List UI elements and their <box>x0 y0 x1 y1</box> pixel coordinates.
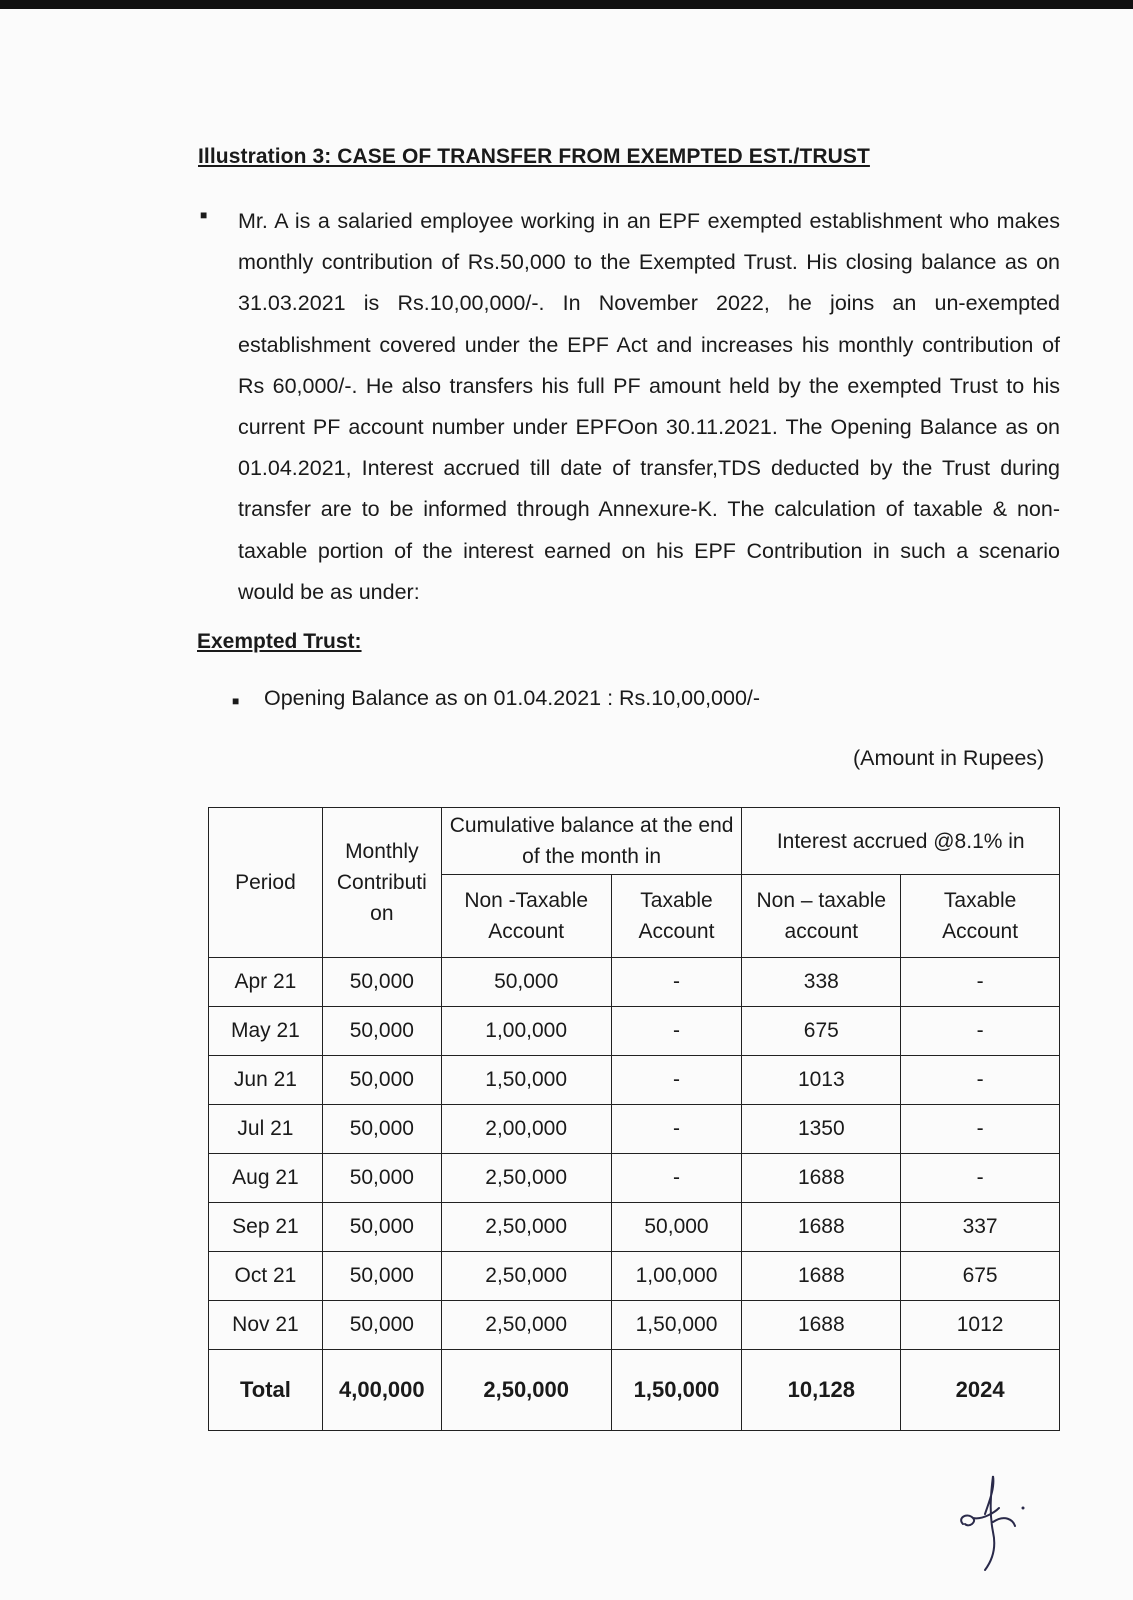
cell-period: Oct 21 <box>209 1252 323 1301</box>
cell-non-taxable-balance: 1,50,000 <box>441 1056 611 1105</box>
top-border <box>0 0 1133 9</box>
header-interest-accrued: Interest accrued @8.1% in <box>742 808 1060 875</box>
signature <box>955 1462 1035 1582</box>
cell-taxable-balance: 1,00,000 <box>611 1252 742 1301</box>
page-title: Illustration 3: CASE OF TRANSFER FROM EXEMPTED EST./TRUST <box>198 145 870 168</box>
total-row <box>209 1350 1060 1431</box>
table-row <box>209 1105 1060 1154</box>
cell-period: May 21 <box>209 1007 323 1056</box>
cell-non-taxable-interest: 338 <box>742 958 901 1007</box>
bullet-icon: ■ <box>200 208 208 222</box>
cell-non-taxable-balance: 1,00,000 <box>441 1007 611 1056</box>
cell-taxable-interest: 675 <box>901 1252 1060 1301</box>
header-monthly-contribution: Monthly Contributi on <box>322 808 441 958</box>
cell-monthly-contribution: 50,000 <box>322 1056 441 1105</box>
table-row <box>209 1056 1060 1105</box>
cell-period: Apr 21 <box>209 958 323 1007</box>
table-row <box>209 1301 1060 1350</box>
section-heading: Exempted Trust: <box>197 630 362 653</box>
cell-monthly-contribution: 50,000 <box>322 1105 441 1154</box>
cell-period: Sep 21 <box>209 1203 323 1252</box>
cell-non-taxable-balance: 2,50,000 <box>441 1252 611 1301</box>
bullet-icon: ■ <box>232 694 240 708</box>
header-period: Period <box>209 808 323 958</box>
cell-monthly-contribution: 50,000 <box>322 1007 441 1056</box>
total-non-taxable-interest: 10,128 <box>742 1350 901 1431</box>
cell-monthly-contribution: 50,000 <box>322 1154 441 1203</box>
total-monthly-contribution: 4,00,000 <box>322 1350 441 1431</box>
cell-taxable-balance: - <box>611 958 742 1007</box>
cell-non-taxable-interest: 675 <box>742 1007 901 1056</box>
cell-non-taxable-interest: 1688 <box>742 1252 901 1301</box>
cell-non-taxable-balance: 2,00,000 <box>441 1105 611 1154</box>
total-taxable-interest: 2024 <box>901 1350 1060 1431</box>
cell-period: Nov 21 <box>209 1301 323 1350</box>
total-period: Total <box>209 1350 323 1431</box>
table-row <box>209 1252 1060 1301</box>
header-non-taxable-interest: Non – taxable account <box>742 875 901 958</box>
cell-taxable-interest: - <box>901 1007 1060 1056</box>
cell-non-taxable-interest: 1013 <box>742 1056 901 1105</box>
table-row <box>209 1007 1060 1056</box>
cell-taxable-balance: - <box>611 1105 742 1154</box>
total-non-taxable-balance: 2,50,000 <box>441 1350 611 1431</box>
cell-taxable-interest: - <box>901 958 1060 1007</box>
intro-paragraph: Mr. A is a salaried employee working in an EPF exempted establishment who makes monthly contribution of Rs.50,000 to the Exempted Trust. His closing balance as on 31.03.2021 is Rs.10,00,000/-. In November 2022, he joins an un-exempted establishment covered under the EPF Act and increases his monthly contribution of Rs 60,000/-. He also transfers his full PF amount held by the exempted Trust to his current PF account number under EPFOon 30.11.2021. The Opening Balance as on 01.04.2021, Interest accrued till date of transfer,TDS deducted by the Trust during transfer are to be informed through Annexure-K. The calculation of taxable & non-taxable portion of the interest earned on his EPF Contribution in such a scenario would be as under: <box>238 209 1060 604</box>
cell-taxable-balance: - <box>611 1056 742 1105</box>
header-taxable-interest: Taxable Account <box>901 875 1060 958</box>
cell-taxable-balance: - <box>611 1154 742 1203</box>
header-taxable-account: Taxable Account <box>611 875 742 958</box>
cell-taxable-balance: 1,50,000 <box>611 1301 742 1350</box>
table-row <box>209 1154 1060 1203</box>
cell-non-taxable-balance: 2,50,000 <box>441 1203 611 1252</box>
cell-taxable-balance: - <box>611 1007 742 1056</box>
total-taxable-balance: 1,50,000 <box>611 1350 742 1431</box>
cell-monthly-contribution: 50,000 <box>322 1203 441 1252</box>
cell-taxable-interest: - <box>901 1105 1060 1154</box>
cell-monthly-contribution: 50,000 <box>322 1301 441 1350</box>
table-row <box>209 1203 1060 1252</box>
cell-taxable-interest: 1012 <box>901 1301 1060 1350</box>
cell-monthly-contribution: 50,000 <box>322 1252 441 1301</box>
header-cumulative-balance: Cumulative balance at the end of the month in <box>441 808 742 875</box>
cell-taxable-interest: - <box>901 1154 1060 1203</box>
cell-taxable-balance: 50,000 <box>611 1203 742 1252</box>
header-non-taxable-account: Non -Taxable Account <box>441 875 611 958</box>
interest-table <box>208 807 1060 1431</box>
cell-taxable-interest: - <box>901 1056 1060 1105</box>
amount-unit-note: (Amount in Rupees) <box>853 746 1045 770</box>
cell-non-taxable-interest: 1688 <box>742 1301 901 1350</box>
cell-period: Jul 21 <box>209 1105 323 1154</box>
cell-non-taxable-balance: 2,50,000 <box>441 1154 611 1203</box>
table-row <box>209 958 1060 1007</box>
cell-monthly-contribution: 50,000 <box>322 958 441 1007</box>
cell-taxable-interest: 337 <box>901 1203 1060 1252</box>
cell-non-taxable-interest: 1688 <box>742 1203 901 1252</box>
cell-period: Jun 21 <box>209 1056 323 1105</box>
cell-non-taxable-interest: 1688 <box>742 1154 901 1203</box>
cell-non-taxable-interest: 1350 <box>742 1105 901 1154</box>
cell-non-taxable-balance: 50,000 <box>441 958 611 1007</box>
cell-period: Aug 21 <box>209 1154 323 1203</box>
cell-non-taxable-balance: 2,50,000 <box>441 1301 611 1350</box>
opening-balance-text: Opening Balance as on 01.04.2021 : Rs.10,00,000/- <box>264 686 761 710</box>
